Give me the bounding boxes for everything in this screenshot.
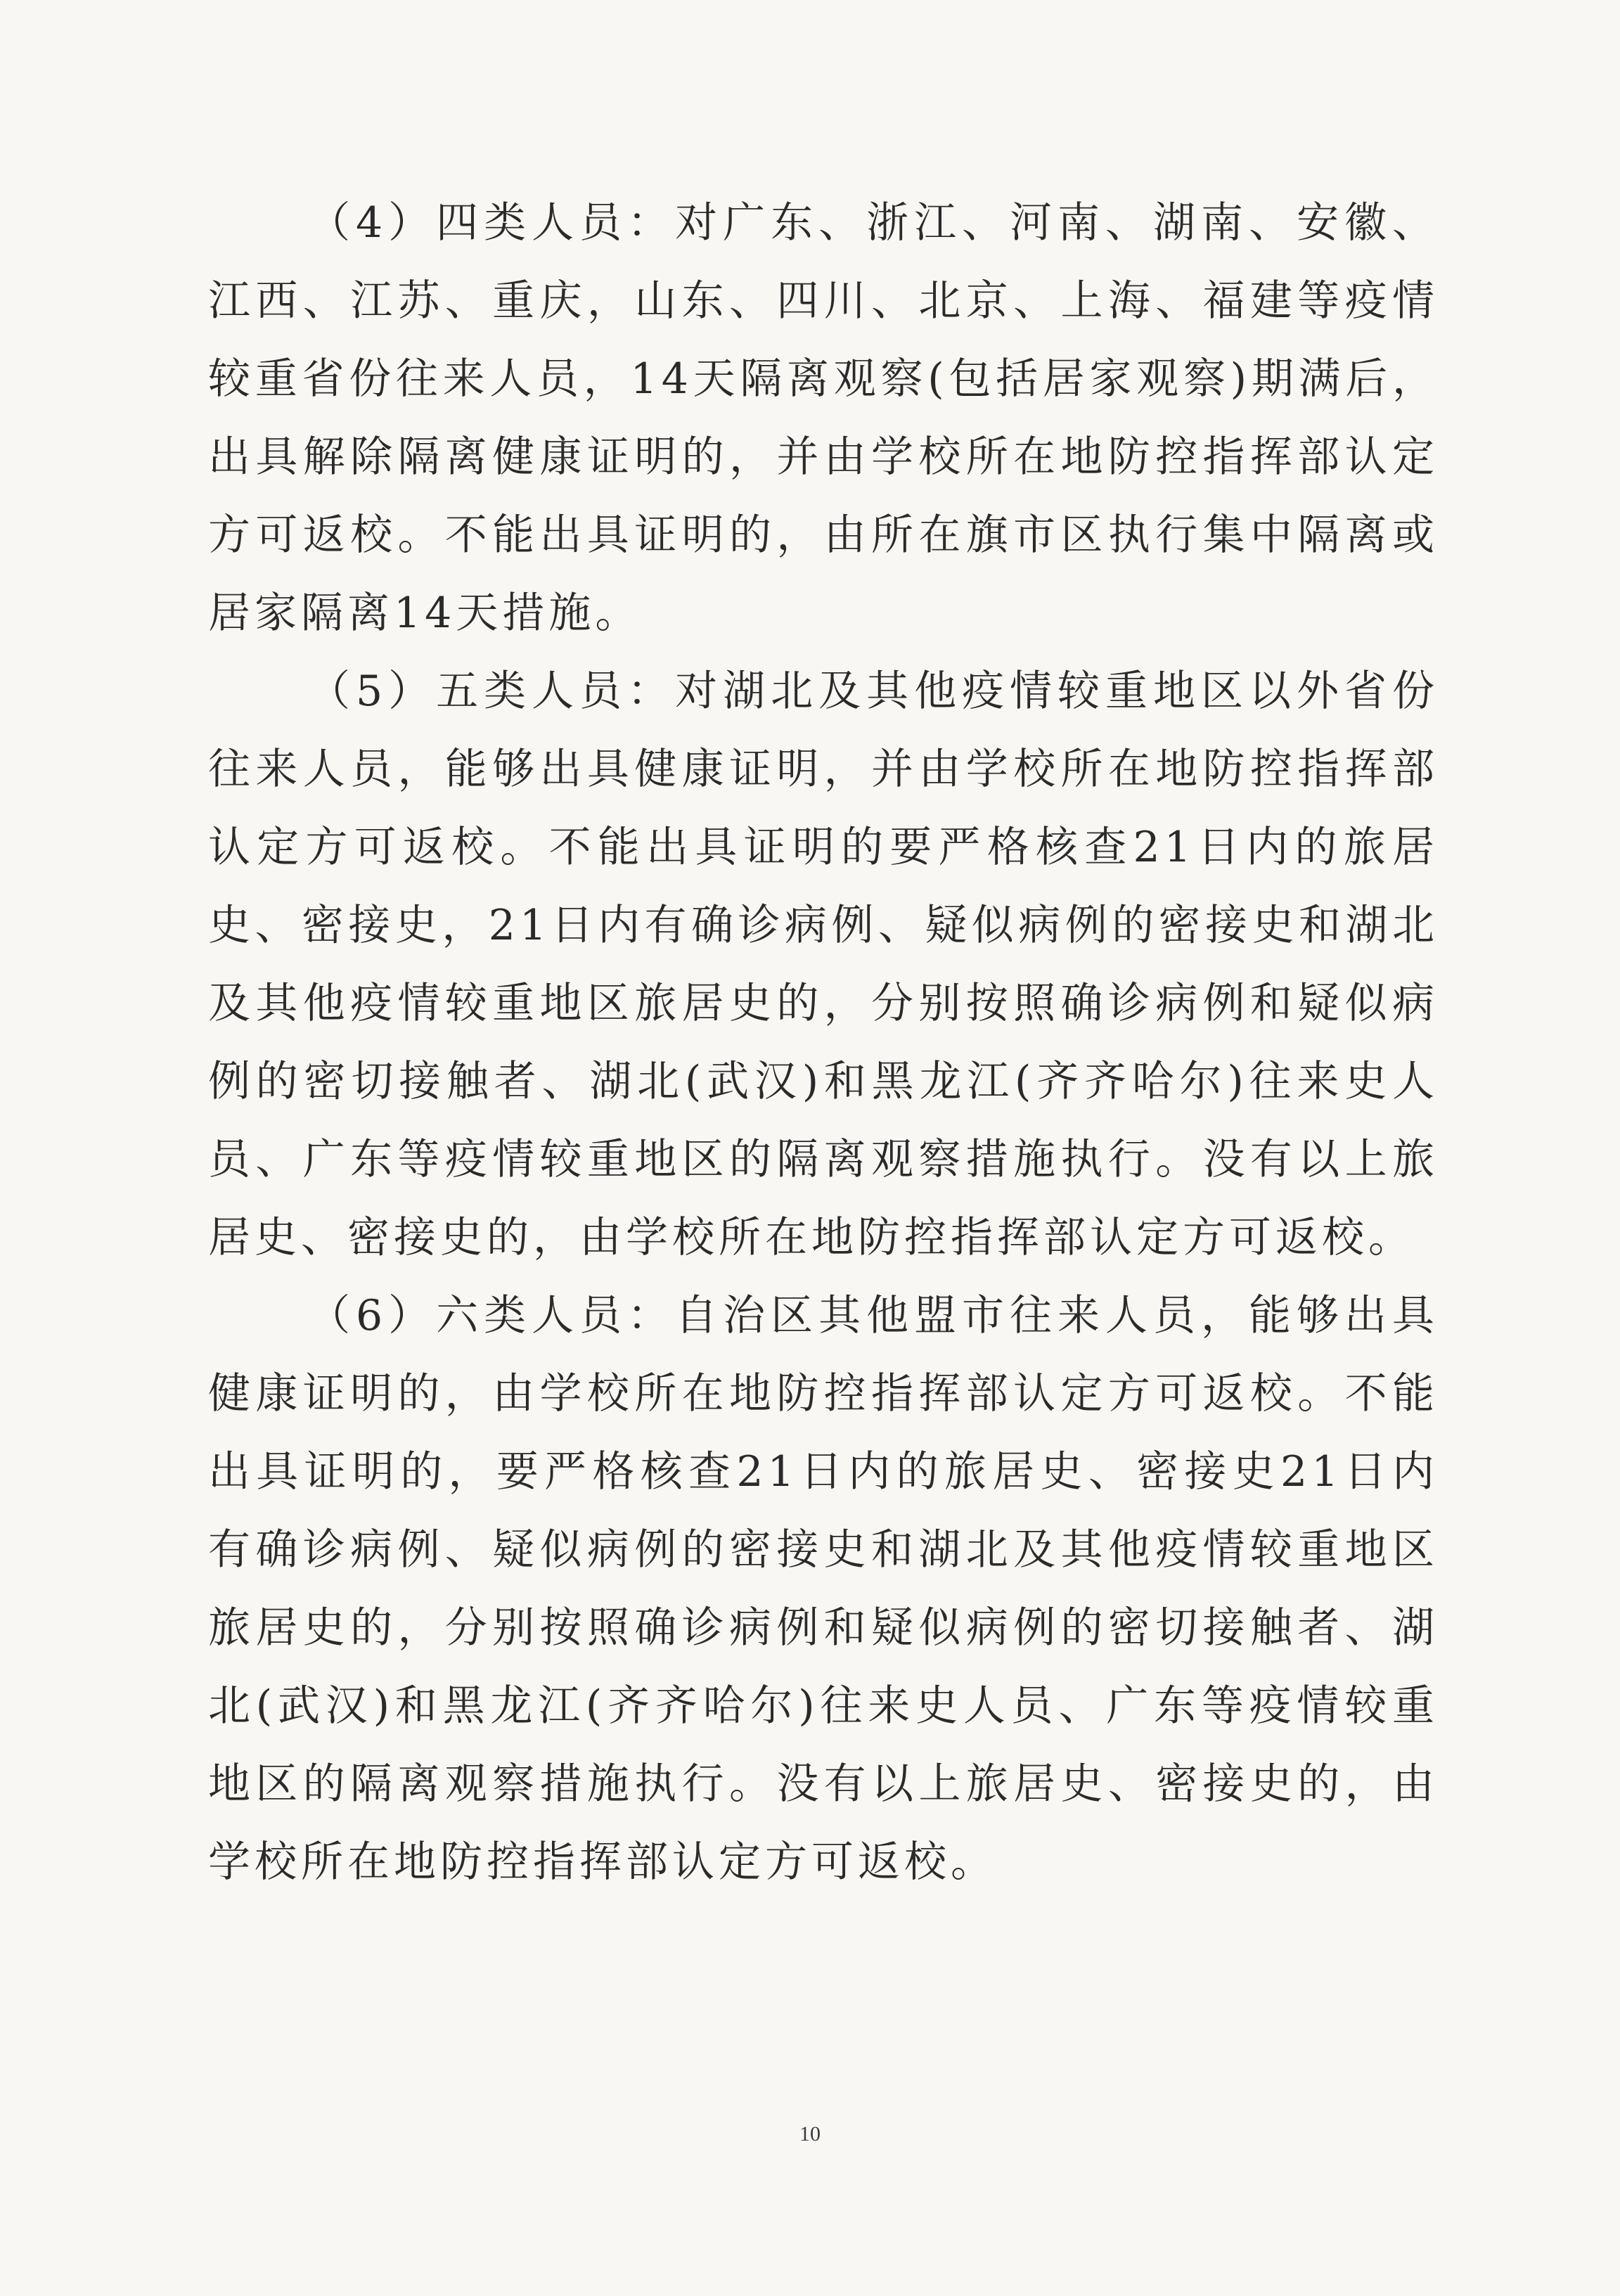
paragraph-category-4: （4）四类人员：对广东、浙江、河南、湖南、安徽、江西、江苏、重庆，山东、四川、北京、上海、福建等疫情较重省份往来人员，14天隔离观察(包括居家观察)期满后，出具解除隔离健康证明的，并由学校所在地防控指挥部认定方可返校。不能出具证明的，由所在旗市区执行集中隔离或居家隔离14天措施。: [208, 198, 1439, 638]
paragraph-category-5: （5）五类人员：对湖北及其他疫情较重地区以外省份往来人员，能够出具健康证明，并由学校所在地防控指挥部认定方可返校。不能出具证明的要严格核查21日内的旅居史、密接史，21日内有确诊病例、疑似病例的密接史和湖北及其他疫情较重地区旅居史的，分别按照确诊病例和疑似病例的密切接触者、湖北(武汉)和黑龙江(齐齐哈尔)往来史人员、广东等疫情较重地区的隔离观察措施执行。没有以上旅居史、密接史的，由学校所在地防控指挥部认定方可返校。: [208, 667, 1439, 1262]
document-body: [208, 184, 1439, 1901]
paragraph-category-6: （6）六类人员：自治区其他盟市往来人员，能够出具健康证明的，由学校所在地防控指挥部认定方可返校。不能出具证明的，要严格核查21日内的旅居史、密接史21日内有确诊病例、疑似病例的密接史和湖北及其他疫情较重地区旅居史的，分别按照确诊病例和疑似病例的密切接触者、湖北(武汉)和黑龙江(齐齐哈尔)往来史人员、广东等疫情较重地区的隔离观察措施执行。没有以上旅居史、密接史的，由学校所在地防控指挥部认定方可返校。: [208, 1291, 1439, 1887]
page-number: 10: [799, 2122, 821, 2146]
